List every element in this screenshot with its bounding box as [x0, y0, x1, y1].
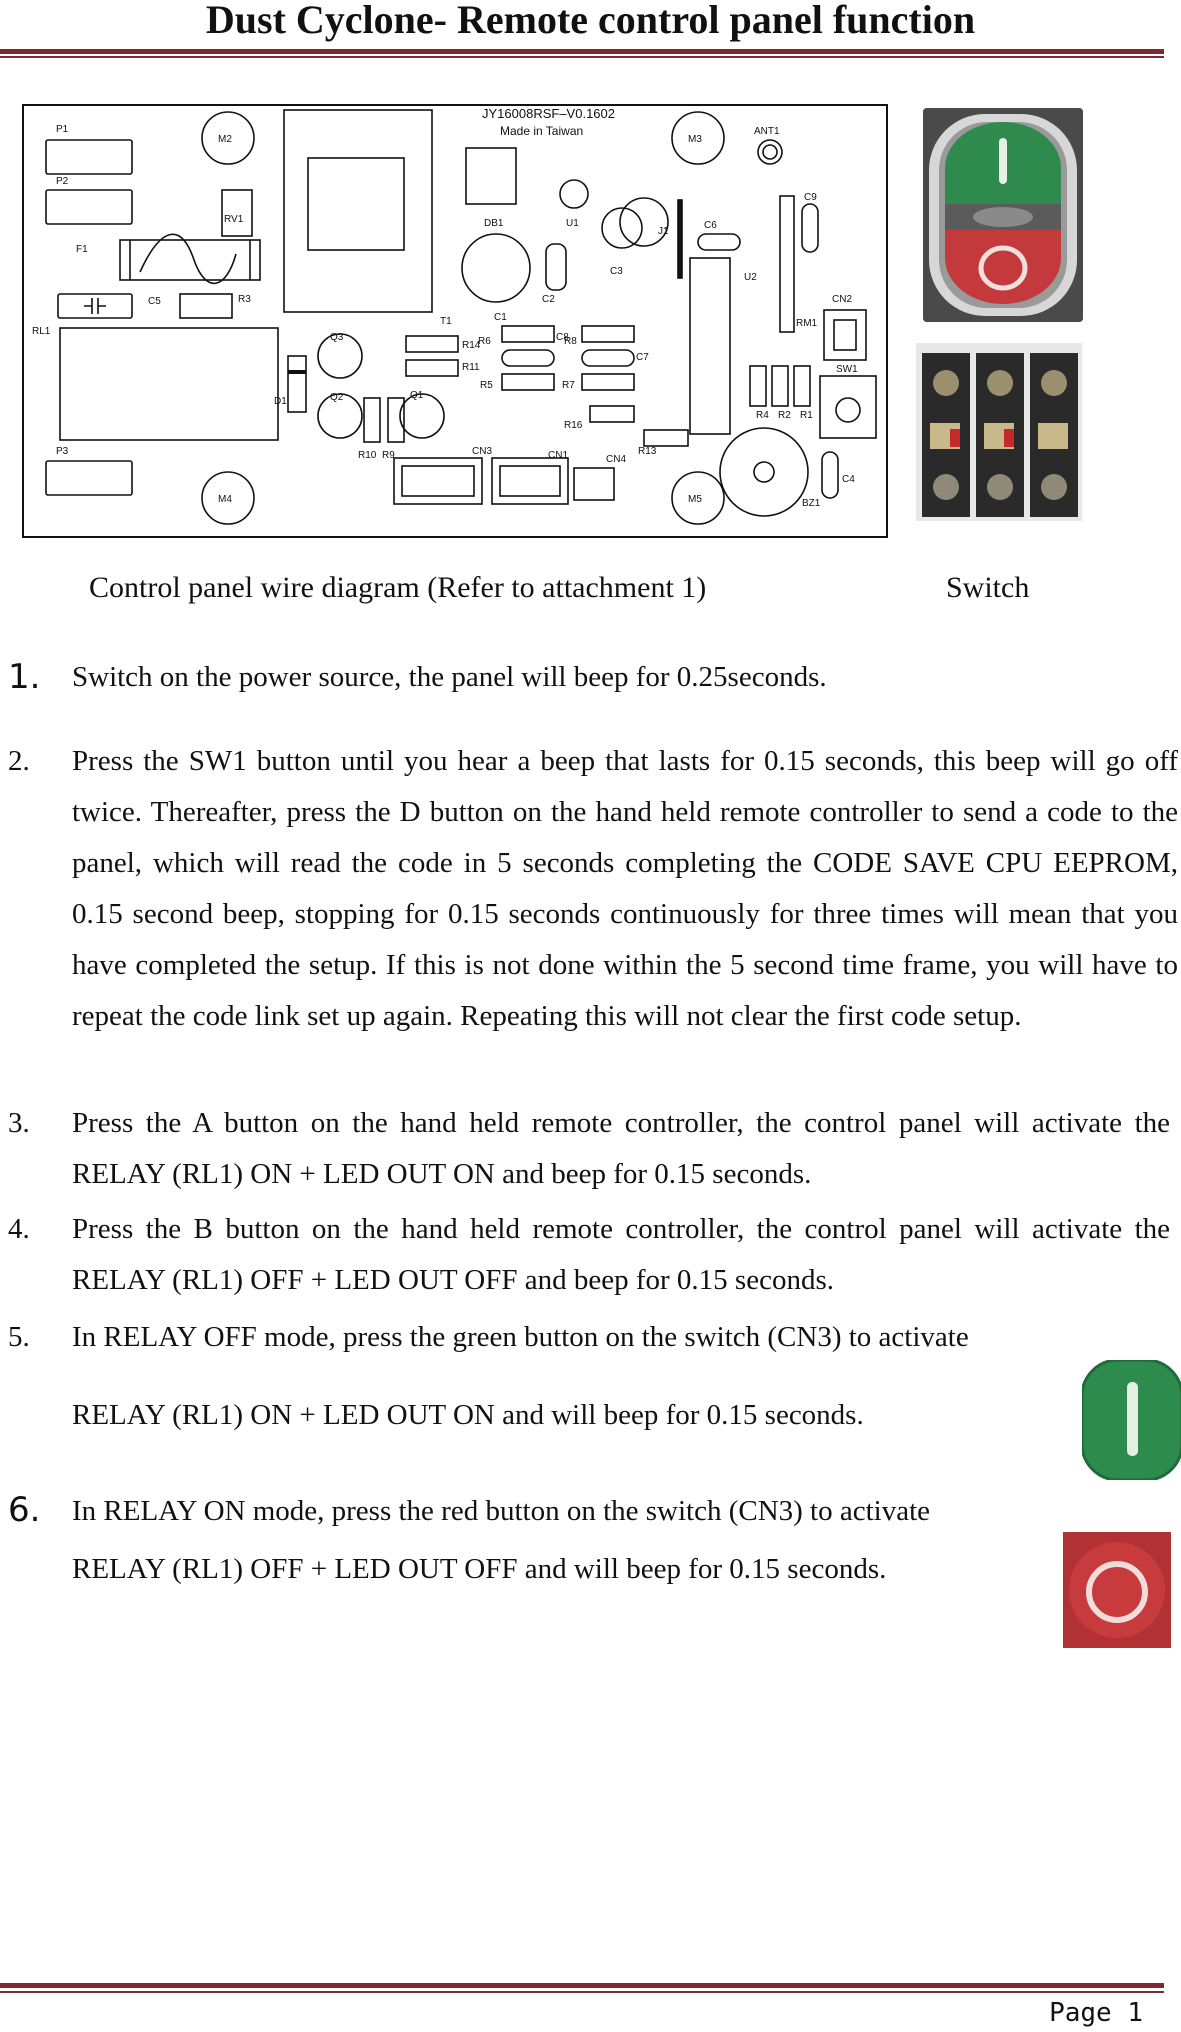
label-m2: M2: [218, 134, 232, 145]
switch-caption: Switch: [946, 571, 1030, 604]
label-r9: R9: [382, 450, 395, 461]
label-c2: C2: [542, 294, 555, 305]
label-r7: R7: [562, 380, 575, 391]
label-c8: C8: [556, 332, 569, 343]
label-f1: F1: [76, 244, 88, 255]
instruction-text: In RELAY OFF mode, press the green button on the switch (CN3) to activate: [72, 1321, 969, 1353]
label-m5: M5: [688, 494, 702, 505]
label-p1: P1: [56, 124, 69, 135]
label-r4: R4: [756, 410, 769, 421]
label-cn4: CN4: [606, 454, 627, 465]
label-p3: P3: [56, 446, 69, 457]
instruction-text: RELAY (RL1) OFF + LED OUT OFF and will beep for 0.15 seconds.: [72, 1553, 887, 1585]
control-panel-wire-diagram: [22, 104, 888, 538]
label-cn1: CN1: [548, 450, 569, 461]
label-m3: M3: [688, 134, 702, 145]
label-sw1: SW1: [836, 364, 858, 375]
board-model-label: JY16008RSF–V0.1602: [482, 106, 615, 121]
label-rm1: RM1: [796, 318, 818, 329]
label-d1: D1: [274, 396, 287, 407]
diagram-caption: Control panel wire diagram (Refer to attachment 1): [89, 571, 707, 604]
label-ant1: ANT1: [754, 126, 780, 137]
item-number: 4.: [8, 1213, 30, 1245]
instruction-text: Switch on the power source, the panel will beep for 0.25seconds.: [72, 661, 827, 693]
label-c6: C6: [704, 220, 717, 231]
label-p2: P2: [56, 176, 69, 187]
label-r3: R3: [238, 294, 251, 305]
item-number: 3.: [8, 1107, 30, 1139]
item-number: 5.: [8, 1321, 30, 1353]
label-c7: C7: [636, 352, 649, 363]
label-r6: R6: [478, 336, 491, 347]
instruction-text: Press the B button on the hand held remote controller, the control panel will activate the RELAY (RL1) OFF + LED OUT OFF and beep for 0.15 seconds.: [72, 1213, 1170, 1296]
label-r16: R16: [564, 420, 583, 431]
instruction-text: RELAY (RL1) ON + LED OUT ON and will beep for 0.15 seconds.: [72, 1399, 864, 1431]
item-number: 2.: [8, 745, 30, 777]
instruction-text: In RELAY ON mode, press the red button on the switch (CN3) to activate: [72, 1495, 931, 1527]
label-m4: M4: [218, 494, 232, 505]
label-r10: R10: [358, 450, 377, 461]
label-q3: Q3: [330, 332, 344, 343]
green-button-icon: [1082, 1360, 1181, 1480]
footer-rule-thin: [0, 1991, 1164, 1993]
item-number: 6.: [8, 1490, 41, 1530]
label-rl1: RL1: [32, 326, 51, 337]
label-c1: C1: [494, 312, 507, 323]
label-j1: J1: [658, 226, 669, 237]
label-r13: R13: [638, 446, 657, 457]
label-c3: C3: [610, 266, 623, 277]
label-cn2: CN2: [832, 294, 853, 305]
footer-rule: [0, 1983, 1164, 1988]
red-button-icon: [1063, 1532, 1171, 1648]
label-c4: C4: [842, 474, 855, 485]
label-r2: R2: [778, 410, 791, 421]
label-c5: C5: [148, 296, 161, 307]
label-q2: Q2: [330, 392, 344, 403]
label-r8: R8: [564, 336, 577, 347]
instruction-text: Press the SW1 button until you hear a beep that lasts for 0.15 seconds, this beep will go off twice. Thereafter, press the D button on the hand held remote controller to send a code to the panel, which will read the code in 5 seconds completing the CODE SAVE CPU EEPROM, 0.15 second beep, stopping for 0.15 seconds continuously for three times will mean that you have completed the setup. If this is not done within the 5 second time frame, you will have to repeat the code link set up again. Repeating this will not clear the first code setup.: [72, 745, 1178, 1032]
label-r11: R11: [462, 362, 480, 373]
page-title: Dust Cyclone- Remote control panel function: [205, 0, 976, 42]
label-rv1: RV1: [224, 214, 244, 225]
label-bz1: BZ1: [802, 498, 821, 509]
header-rule: [0, 49, 1164, 54]
label-r1: R1: [800, 410, 813, 421]
switch-photo: [923, 108, 1083, 322]
instruction-text: Press the A button on the hand held remote controller, the control panel will activate the RELAY (RL1) ON + LED OUT ON and beep for 0.15 seconds.: [72, 1107, 1170, 1190]
board-made-in-label: Made in Taiwan: [500, 124, 584, 138]
label-q1: Q1: [410, 390, 424, 401]
label-r14: R14: [462, 340, 481, 351]
label-db1: DB1: [484, 218, 504, 229]
label-u2: U2: [744, 272, 757, 283]
label-t1: T1: [440, 316, 452, 327]
item-number: 1.: [8, 657, 41, 697]
label-cn3: CN3: [472, 446, 493, 457]
header-rule-thin: [0, 56, 1164, 58]
label-u1: U1: [566, 218, 579, 229]
page-number: Page 1: [1049, 1998, 1143, 2028]
switch-terminal-photo: [916, 343, 1082, 521]
label-r5: R5: [480, 380, 493, 391]
label-c9: C9: [804, 192, 817, 203]
